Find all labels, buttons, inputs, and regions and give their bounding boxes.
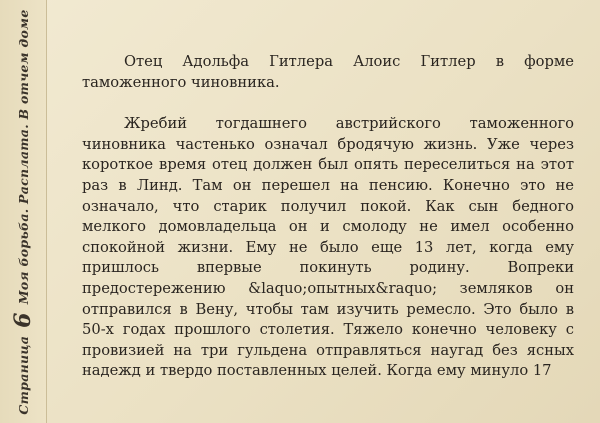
page-margin <box>0 0 47 423</box>
book-title: Моя борьба. Расплата. В отчем доме <box>15 9 31 305</box>
body-paragraph: Жребий тогдашнего австрийского таможенного чиновника частенько означал бродячую жизнь. Уже через короткое время отец должен был опять переселиться на этот раз в Линд. Там он перешел на пенсию. Конечно это не означало, что старик получил покой. Как сын бедного мелкого домовладельца он и смолоду не имел особенно спокойной жизни. Ему не было еще 13 лет, когда ему пришлось впервые покинуть родину. Вопреки предостережению &laquo;опытных&raquo; земляков он отправился в Вену, чтобы там изучить ремесло. Это было в 50-х годах прошлого столетия. Тяжело конечно человеку с провизией на три гульдена отправляться наугад без ясных надежд и твердо поставленных целей. Когда ему минуло 17 <box>82 115 574 380</box>
text-body <box>82 52 574 403</box>
page-label: Страница <box>15 335 31 415</box>
page-number: 6 <box>10 312 36 328</box>
caption-paragraph: Отец Адольфа Гитлера Алоис Гитлер в форме таможенного чиновника. <box>82 53 574 91</box>
margin-header <box>12 9 34 414</box>
